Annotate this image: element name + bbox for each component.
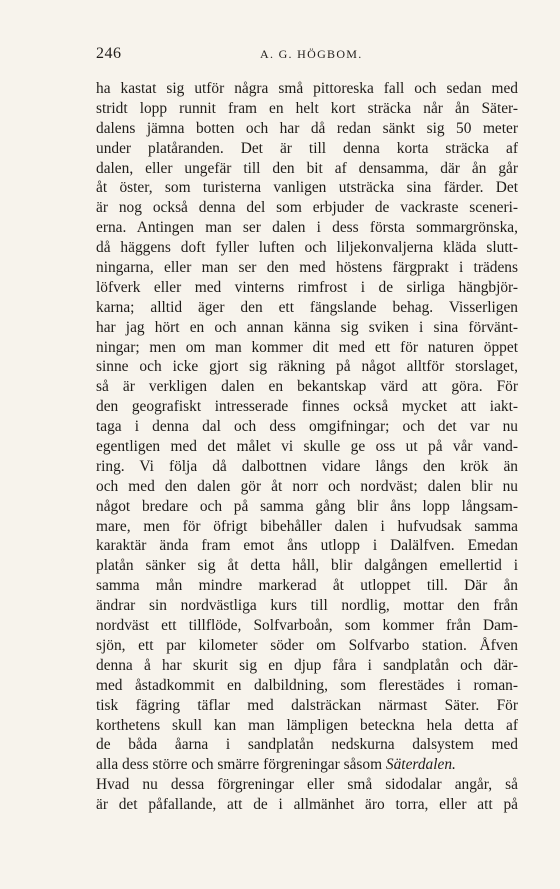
text-line: erna. Antingen man ser dalen i dess första sommargrönska, [96,219,518,237]
text-line: mare, men för öfrigt bibehåller dalen i hufvudsak samma [96,517,518,535]
text-line-lead: alla dess större och smärre förgreningar såsom [96,756,386,774]
text-line: stridt lopp runnit fram en helt kort sträcka når ån Säter- [96,99,518,117]
body-text [96,79,518,815]
text-line: sjön, ett par kilometer söder om Solfvarbo station. Åfven [96,636,518,654]
text-line: karaktär ända fram emot åns utlopp i Dalälfven. Emedan [96,537,518,555]
text-line: löfverk eller med vinterns rimfrost i de sirliga hängbjör- [96,278,518,296]
text-line: ha kastat sig utför några små pittoreska fall och sedan med [96,80,518,97]
text-line: de båda åarna i sandplatån nedskurna dalsystem med [96,736,518,754]
text-line: är det påfallande, att de i allmänhet äro torra, eller att på [96,796,518,814]
text-line: sinne och icke gjort sig räkning på något alltför storslaget, [96,358,518,376]
text-line: med åstadkommit en dalbildning, som flerestädes i roman- [96,676,518,694]
text-line: och med den dalen gör åt norr och nordväst; dalen blir nu [96,477,518,495]
text-line: så är verkligen dalen en bekantskap värd att göra. För [96,378,518,396]
text-line: åt öster, som turisterna vanligen utsträcka sina färder. Det [96,179,518,197]
text-line: ring. Vi följa då dalbottnen vidare långs den krök än [96,457,518,475]
text-line: karna; alltid äger den ett fängslande behag. Visserligen [96,298,518,316]
text-line: nordväst ett tillflöde, Solfvarboån, som kommer från Dam- [96,617,518,635]
text-line: dalen, eller ungefär till den bit af densamma, där ån går [96,159,518,177]
text-line: dalens jämna botten och har då redan sänkt sig 50 meter [96,119,518,137]
text-line: platån sänker sig åt detta håll, blir dalgången emellertid i [96,557,518,575]
text-line: ningar; men om man kommer dit med ett för naturen öppet [96,338,518,356]
text-line: ningarna, eller man ser den med höstens färgprakt i trädens [96,259,518,277]
text-line: den geografiskt intresserade finnes också mycket att iakt- [96,398,518,416]
text-line: tisk fägring täflar med dalsträckan närmast Säter. För [96,696,518,714]
running-head [96,45,518,65]
italic-place-name: Säterdalen. [385,756,456,774]
text-line: har jag hört en och annan känna sig sviken i sina förvänt- [96,318,518,336]
text-line: egentligen med det målet vi skulle ge oss ut på vår vand- [96,438,518,456]
text-line: samma mån mindre markerad åt utloppet till. Där ån [96,577,518,595]
text-line: korthetens skull kan man lämpligen beteckna hela detta af [96,716,518,734]
text-line: då häggens doft fyller luften och liljekonvaljerna kläda slutt- [96,239,518,257]
running-head-author: A. G. HÖGBOM. [260,47,363,61]
text-line: taga i denna dal och dess omgifningar; och det var nu [96,418,518,436]
text-line: är nog också denna del som erbjuder de vackraste sceneri- [96,199,518,217]
text-line: något bredare och på samma gång blir åns lopp långsam- [96,497,518,515]
text-line: under platåranden. Det är till denna korta sträcka af [96,139,518,157]
text-line-with-italic [96,755,518,775]
text-line: Hvad nu dessa förgreningar eller små sidodalar angår, så [96,776,518,794]
text-line: denna å har skurit sig en djup fåra i sandplatån och där- [96,656,518,674]
page-number: 246 [96,45,122,62]
text-line: ändrar sin nordvästliga kurs till nordlig, mottar den från [96,597,518,615]
